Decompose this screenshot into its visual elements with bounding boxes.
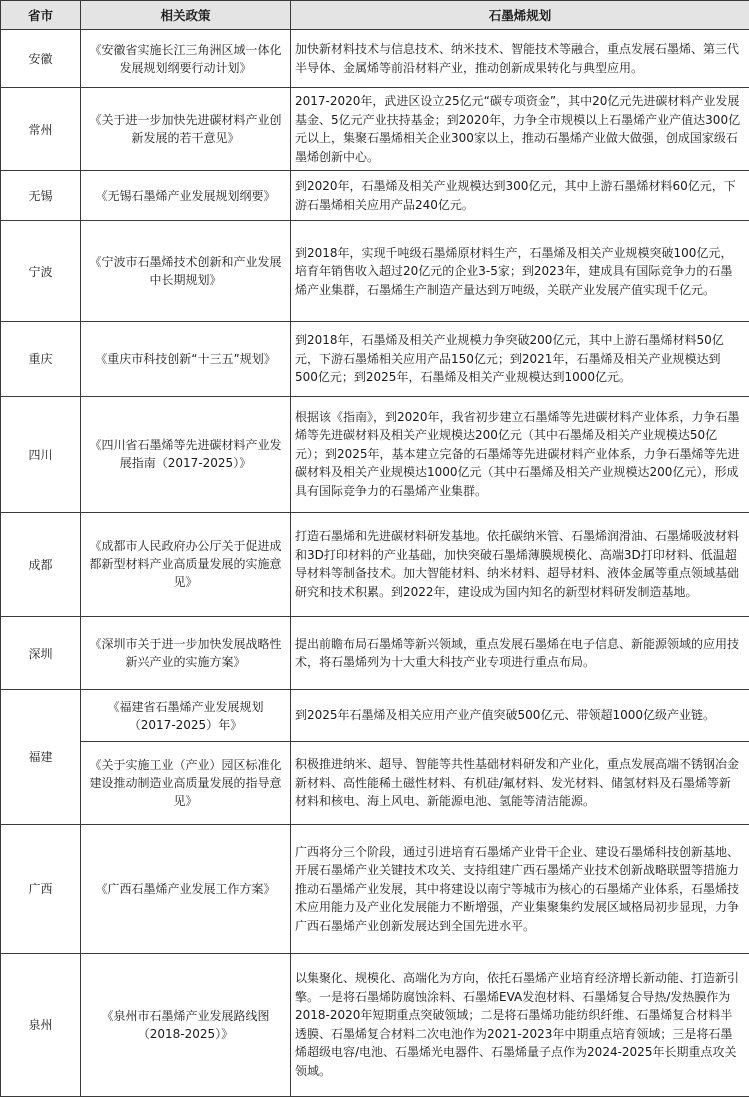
policy-cell: 《深圳市关于进一步加快发展战略性新兴产业的实施方案》 bbox=[81, 617, 291, 690]
table-row bbox=[1, 30, 749, 88]
policy-cell: 《广西石墨烯产业发展工作方案》 bbox=[81, 824, 291, 953]
plan-cell: 到2025年石墨烯及相关应用产业产值突破500亿元、带领超1000亿级产业链。 bbox=[291, 689, 749, 741]
plan-cell: 2017-2020年，武进区设立25亿元“碳专项资金”，其中20亿元先进碳材料产业发展基金、5亿元产业扶持基金；到2020年，力争全市规模以上石墨烯产业产值达300亿元以上，集聚石墨烯相关企业300家以上，推动石墨烯产业做大做强，创成国家级石墨烯创新中心。 bbox=[291, 88, 749, 171]
province-cell: 安徽 bbox=[1, 30, 81, 88]
province-cell: 成都 bbox=[1, 512, 81, 617]
table-row bbox=[1, 953, 749, 1096]
header-policy: 相关政策 bbox=[81, 1, 291, 30]
plan-cell: 到2018年，实现千吨级石墨烯原材料生产，石墨烯及相关产业规模突破100亿元，培育年销售收入超过20亿元的企业3-5家；到2023年，建成具有国际竞争力的石墨烯产业集群，石墨烯生产制造产量达到万吨级，关联产业发展产值实现千亿元。 bbox=[291, 221, 749, 322]
header-row bbox=[1, 1, 749, 30]
plan-cell: 根据该《指南》，到2020年，我省初步建立石墨烯等先进碳材料产业体系，力争石墨烯等先进碳材料及相关产业规模达200亿元（其中石墨烯及相关产业规模达50亿元）；到2025年，基本建立完备的石墨烯等先进碳材料产业体系，力争石墨烯等先进碳材料及相关产业规模达1000亿元（其中石墨烯及相关产业规模达200亿元），形成具有国际竞争力的石墨烯产业集群。 bbox=[291, 396, 749, 512]
table-row bbox=[1, 742, 749, 825]
policy-cell: 《宁波市石墨烯技术创新和产业发展中长期规划》 bbox=[81, 221, 291, 322]
table-row bbox=[1, 512, 749, 617]
province-cell: 无锡 bbox=[1, 171, 81, 221]
table-row bbox=[1, 689, 749, 741]
plan-cell: 积极推进纳米、超导、智能等共性基础材料研发和产业化，重点发展高端不锈钢冶金新材料、高性能稀土磁性材料、有机硅/氟材料、发光材料、储氢材料及石墨烯等新材料和核电、海上风电、新能源电池、氢能等清洁能源。 bbox=[291, 742, 749, 825]
province-cell: 重庆 bbox=[1, 322, 81, 397]
plan-cell: 到2020年，石墨烯及相关产业规模达到300亿元，其中上游石墨烯材料60亿元，下游石墨烯相关应用产品240亿元。 bbox=[291, 171, 749, 221]
plan-cell: 加快新材料技术与信息技术、纳米技术、智能技术等融合，重点发展石墨烯、第三代半导体、金属烯等前沿材料产业，推动创新成果转化与典型应用。 bbox=[291, 30, 749, 88]
table-row bbox=[1, 221, 749, 322]
policy-cell: 《泉州市石墨烯产业发展路线图（2018-2025）》 bbox=[81, 953, 291, 1096]
header-plan: 石墨烯规划 bbox=[291, 1, 749, 30]
province-cell: 常州 bbox=[1, 88, 81, 171]
province-cell: 福建 bbox=[1, 689, 81, 824]
policy-cell: 《福建省石墨烯产业发展规划（2017-2025）年》 bbox=[81, 689, 291, 741]
policy-cell: 《重庆市科技创新“十三五”规划》 bbox=[81, 322, 291, 397]
policy-cell: 《四川省石墨烯等先进碳材料产业发展指南（2017-2025）》 bbox=[81, 396, 291, 512]
table-row bbox=[1, 322, 749, 397]
table-row bbox=[1, 824, 749, 953]
table-row bbox=[1, 171, 749, 221]
province-cell: 深圳 bbox=[1, 617, 81, 690]
province-cell: 泉州 bbox=[1, 953, 81, 1096]
plan-cell: 打造石墨烯和先进碳材料研发基地。依托碳纳米管、石墨烯润滑油、石墨烯吸波材料和3D打印材料的产业基础，加快突破石墨烯薄膜规模化、高端3D打印材料、低温超导材料等制备技术。加大智能材料、纳米材料、超导材料、液体金属等重点领域基础研究和技术积累。到2022年，建设成为国内知名的新型材料研发制造基地。 bbox=[291, 512, 749, 617]
table-row bbox=[1, 88, 749, 171]
province-cell: 宁波 bbox=[1, 221, 81, 322]
plan-cell: 以集聚化、规模化、高端化为方向，依托石墨烯产业培育经济增长新动能、打造新引擎。一是将石墨烯防腐蚀涂料、石墨烯EVA发泡材料、石墨烯复合导热/发热膜作为2018-2020年短期重点突破领域；二是将石墨烯功能纺织纤维、石墨烯复合材料半透膜、石墨烯复合材料二次电池作为2021-2023年中期重点培育领域；三是将石墨烯超级电容/电池、石墨烯光电器件、石墨烯量子点作为2024-2025年长期重点攻关领域。 bbox=[291, 953, 749, 1096]
policy-cell: 《成都市人民政府办公厅关于促进成都新型材料产业高质量发展的实施意见》 bbox=[81, 512, 291, 617]
policy-cell: 《安徽省实施长江三角洲区域一体化发展规划纲要行动计划》 bbox=[81, 30, 291, 88]
table-row bbox=[1, 396, 749, 512]
plan-cell: 广西将分三个阶段，通过引进培育石墨烯产业骨干企业、建设石墨烯科技创新基地、开展石墨烯产业关键技术攻关、支持组建广西石墨烯产业技术创新战略联盟等措施力推动石墨烯产业发展，其中将建设以南宁等城市为核心的石墨烯产业体系，石墨烯技术应用能力及产业化发展能力不断增强，产业集聚集约发展区域格局初步显现，力争广西石墨烯产业创新发展达到全国先进水平。 bbox=[291, 824, 749, 953]
policy-cell: 《无锡石墨烯产业发展规划纲要》 bbox=[81, 171, 291, 221]
header-province: 省市 bbox=[1, 1, 81, 30]
policy-cell: 《关于进一步加快先进碳材料产业创新发展的若干意见》 bbox=[81, 88, 291, 171]
province-cell: 四川 bbox=[1, 396, 81, 512]
plan-cell: 到2018年，石墨烯及相关产业规模力争突破200亿元，其中上游石墨烯材料50亿元，下游石墨烯相关应用产品150亿元；到2021年，石墨烯及相关产业规模达到500亿元；到2025年，石墨烯及相关产业规模达到1000亿元。 bbox=[291, 322, 749, 397]
table-row bbox=[1, 617, 749, 690]
province-cell: 广西 bbox=[1, 824, 81, 953]
policy-cell: 《关于实施工业（产业）园区标准化建设推动制造业高质量发展的指导意见》 bbox=[81, 742, 291, 825]
plan-cell: 提出前瞻布局石墨烯等新兴领域，重点发展石墨烯在电子信息、新能源领域的应用技术，将石墨烯列为十大重大科技产业专项进行重点布局。 bbox=[291, 617, 749, 690]
